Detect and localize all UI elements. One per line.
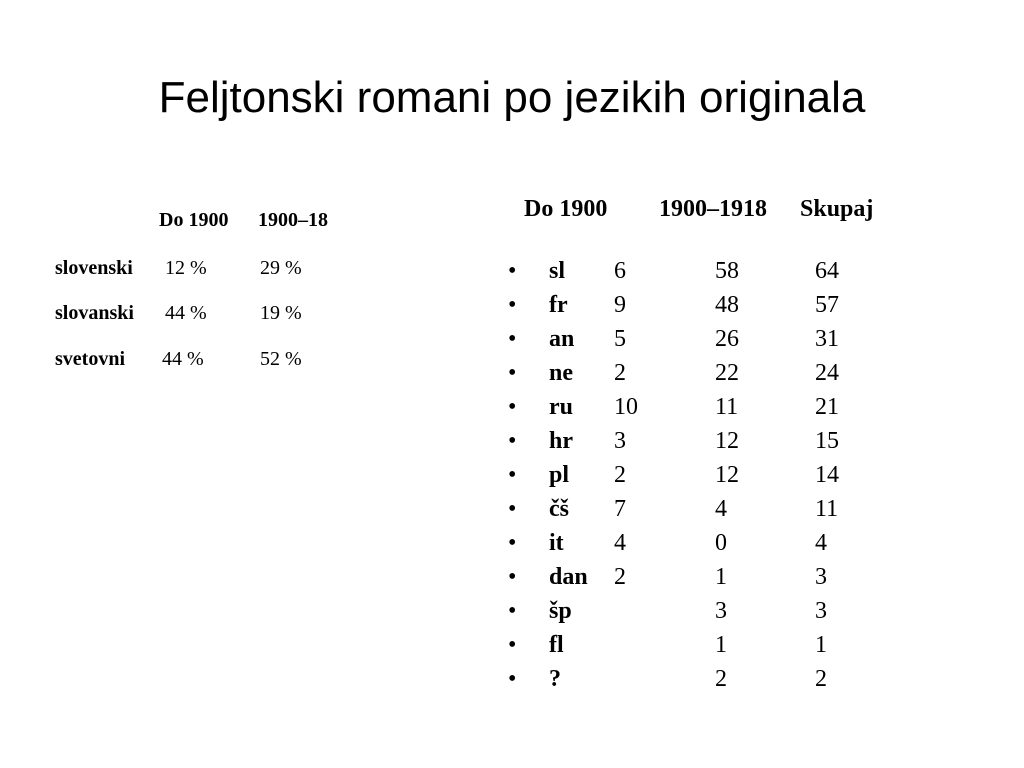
- list-item: [0, 594, 900, 628]
- language-code: ?: [549, 666, 561, 692]
- value-1900-18: 29 %: [260, 257, 302, 279]
- bullet: •: [508, 394, 517, 420]
- value-skupaj: 3: [815, 598, 827, 624]
- bullet: •: [508, 428, 517, 454]
- value-1900-1918: 22: [715, 360, 739, 386]
- list-item: [0, 458, 900, 492]
- bullet: •: [508, 666, 517, 692]
- value-do-1900: 10: [614, 394, 638, 420]
- bullet: •: [508, 292, 517, 318]
- value-1900-1918: 1: [715, 564, 727, 590]
- list-item: [0, 492, 900, 526]
- value-do-1900: 5: [614, 326, 626, 352]
- value-skupaj: 11: [815, 496, 839, 522]
- value-1900-1918: 48: [715, 292, 739, 318]
- language-code: ru: [549, 394, 573, 420]
- list-item: [0, 356, 900, 390]
- value-do-1900: 7: [614, 496, 626, 522]
- value-1900-1918: 12: [715, 462, 739, 488]
- list-item: [0, 526, 900, 560]
- language-code: pl: [549, 462, 570, 488]
- value-skupaj: 1: [815, 632, 827, 658]
- row-label: slovenski: [55, 257, 133, 279]
- slide-title: Feljtonski romani po jezikih originala: [158, 73, 866, 122]
- value-skupaj: 3: [815, 564, 827, 590]
- bullet: •: [508, 564, 517, 590]
- value-do-1900: 2: [614, 462, 626, 488]
- list-item: [0, 322, 900, 356]
- list-item: [0, 390, 900, 424]
- value-1900-1918: 0: [715, 530, 727, 556]
- value-do-1900: 4: [614, 530, 626, 556]
- bullet: •: [508, 360, 517, 386]
- list-item: [0, 288, 900, 322]
- bullet: •: [508, 326, 517, 352]
- value-1900-18: 52 %: [260, 348, 302, 370]
- bullet: •: [508, 462, 517, 488]
- language-list: [0, 254, 900, 696]
- right-header-do-1900: Do 1900: [524, 196, 608, 222]
- value-skupaj: 2: [815, 666, 827, 692]
- value-do-1900: 44 %: [162, 348, 204, 370]
- language-code: fr: [549, 292, 568, 318]
- value-1900-1918: 12: [715, 428, 739, 454]
- language-code: hr: [549, 428, 573, 454]
- value-skupaj: 15: [815, 428, 839, 454]
- value-skupaj: 31: [815, 326, 839, 352]
- value-do-1900: 9: [614, 292, 626, 318]
- value-1900-1918: 4: [715, 496, 727, 522]
- value-1900-1918: 2: [715, 666, 727, 692]
- language-code: an: [549, 326, 575, 352]
- language-code: ne: [549, 360, 573, 386]
- left-header-1900-18: 1900–18: [258, 209, 328, 231]
- value-do-1900: 6: [614, 258, 626, 284]
- value-do-1900: 2: [614, 360, 626, 386]
- bullet: •: [508, 632, 517, 658]
- language-code: čš: [549, 496, 569, 522]
- bullet: •: [508, 530, 517, 556]
- value-skupaj: 4: [815, 530, 827, 556]
- value-do-1900: 44 %: [165, 302, 207, 324]
- list-item: [0, 628, 900, 662]
- bullet: •: [508, 496, 517, 522]
- value-do-1900: 2: [614, 564, 626, 590]
- language-code: it: [549, 530, 564, 556]
- right-header-1900-1918: 1900–1918: [659, 196, 767, 222]
- value-1900-1918: 1: [715, 632, 727, 658]
- value-skupaj: 64: [815, 258, 839, 284]
- value-skupaj: 14: [815, 462, 839, 488]
- right-header-skupaj: Skupaj: [800, 196, 874, 222]
- row-label: slovanski: [55, 302, 134, 324]
- language-code: šp: [549, 598, 572, 624]
- value-1900-1918: 3: [715, 598, 727, 624]
- list-item: [0, 560, 900, 594]
- value-skupaj: 57: [815, 292, 839, 318]
- bullet: •: [508, 598, 517, 624]
- value-1900-18: 19 %: [260, 302, 302, 324]
- list-item: [0, 662, 900, 696]
- language-code: sl: [549, 258, 566, 284]
- list-item: [0, 254, 900, 288]
- value-do-1900: 3: [614, 428, 626, 454]
- row-label: svetovni: [55, 348, 125, 370]
- language-code: dan: [549, 564, 588, 590]
- value-1900-1918: 11: [715, 394, 739, 420]
- value-1900-1918: 26: [715, 326, 739, 352]
- left-header-do-1900: Do 1900: [159, 209, 229, 231]
- value-skupaj: 24: [815, 360, 839, 386]
- bullet: •: [508, 258, 517, 284]
- value-skupaj: 21: [815, 394, 839, 420]
- value-do-1900: 12 %: [165, 257, 207, 279]
- language-code: fl: [549, 632, 564, 658]
- value-1900-1918: 58: [715, 258, 739, 284]
- list-item: [0, 424, 900, 458]
